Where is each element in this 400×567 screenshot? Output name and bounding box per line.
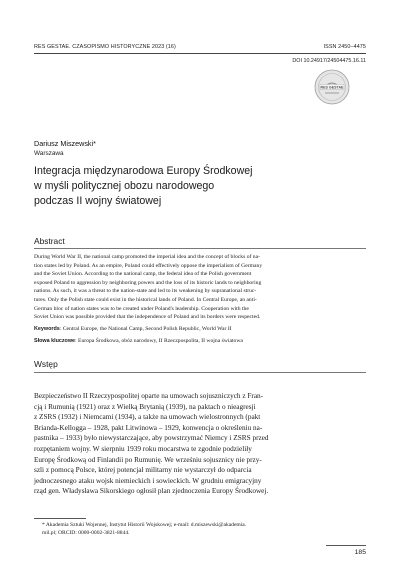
footnote-rule (34, 518, 86, 519)
body-line: Brianda-Kellogga – 1928, pakt Litwinowa – 1929, konwencja o określeniu na- (34, 423, 263, 432)
author-name: Dariusz Miszewski* (34, 139, 96, 148)
abstract-line: Soviet Union was possible provided that the independence of Poland and its borders were respected. (34, 314, 261, 321)
title-line: podczas II wojny światowej (34, 195, 162, 207)
issn: ISSN 2450–4475 (323, 44, 366, 50)
abstract-line: tion states led by Poland. As an empire, Poland could effectively oppose the imperialism of Germany (34, 262, 263, 269)
body-line: rząd gen. Władysława Sikorskiego ogłosił plan zjednoczenia Europy Środkowej. (34, 487, 269, 496)
abstract-text (34, 253, 366, 322)
body-paragraph (34, 391, 366, 497)
section-heading: Wstęp (34, 359, 58, 369)
body-line: cją i Rumunią (1921) oraz z Wielką Brytanią (1939), na paktach o nieagresji (34, 402, 256, 411)
abstract-line: exposed Poland to aggression by neighboring powers and the loss of its historic lands to neighboring (34, 279, 262, 286)
footnote-line: * Akademia Sztuki Wojennej, Instytut Historii Wojskowej; e-mail: d.miszewski@akademia. (42, 522, 247, 528)
header-rule (34, 53, 366, 54)
abstract-line: and the Soviet Union. According to the national camp, the federal idea of the Polish government (34, 271, 252, 278)
title-line: w myśli politycznej obozu narodowego (34, 180, 215, 192)
abstract-line: German bloc of nation states was to be created under Poland's leadership. Cooperation with the (34, 305, 249, 312)
body-line: szli z pomocą Polsce, której potencjał militarny nie wystarczył do odparcia (34, 466, 252, 475)
abstract-line: During World War II, the national camp promoted the imperial idea and the concept of blocks of na- (34, 254, 261, 260)
page-number: 185 (354, 549, 366, 556)
footnote (42, 521, 362, 537)
abstract-rule (34, 248, 366, 249)
running-head (34, 44, 366, 50)
body-line: Europę Środkową od Finlandii po Rumunię. We wrześniu sojusznicy nie przy- (34, 455, 262, 464)
title-line: Integracja międzynarodowa Europy Środkowej (34, 165, 253, 177)
section-rule (34, 372, 366, 373)
abstract-line: tures. Only the Polish state could exist in the historical lands of Poland. In Central Europe, an anti- (34, 296, 257, 303)
journal-name: RES GESTAE. CZASOPISMO HISTORYCZNE 2023 (16) (34, 44, 176, 50)
body-line: pastnika – 1933) było niewystarczające, aby powstrzymać Niemcy i ZSRS przed (34, 434, 269, 443)
article-title (34, 164, 334, 209)
svg-text:RES GESTAE: RES GESTAE (320, 85, 344, 90)
keywords-polish-label: Słowa kluczowe (34, 338, 76, 344)
body-line: Bezpieczeństwo II Rzeczypospolitej oparte na umowach sojuszniczych z Fran- (34, 392, 264, 400)
keywords-polish-text: : Europa Środkowa, obóz narodowy, II Rzeczpospolita, II wojna światowa (75, 338, 243, 344)
keywords-text: : Central Europe, the National Camp, Second Polish Republic, World War II (59, 326, 232, 332)
abstract-heading: Abstract (34, 236, 65, 246)
body-line: jednoczesnego ataku wojsk niemieckich i sowieckich. W grudniu emigracyjny (34, 476, 262, 485)
author-affiliation: Warszawa (34, 150, 64, 157)
keywords-label: Keywords (34, 326, 60, 332)
keywords (34, 326, 366, 332)
keywords-polish (34, 338, 366, 344)
abstract-line: nations. As such, it was a threat to the nation-state and led to its weakening by supranational struc- (34, 288, 257, 295)
page-number-rule (326, 545, 366, 546)
doi: DOI 10.24917/24504475.16.11 (292, 58, 366, 64)
footnote-line: mil.pl; ORCID: 0000-0002-3821-8844. (42, 530, 130, 536)
body-line: rozpętaniem wojny. W sierpniu 1939 roku mocarstwa te zgodnie podzieliły (34, 444, 252, 453)
res-gestae-seal-logo (314, 69, 350, 105)
body-line: z ZSRS (1932) i Niemcami (1934), a także na umowach wielostronnych (pakt (34, 413, 261, 422)
